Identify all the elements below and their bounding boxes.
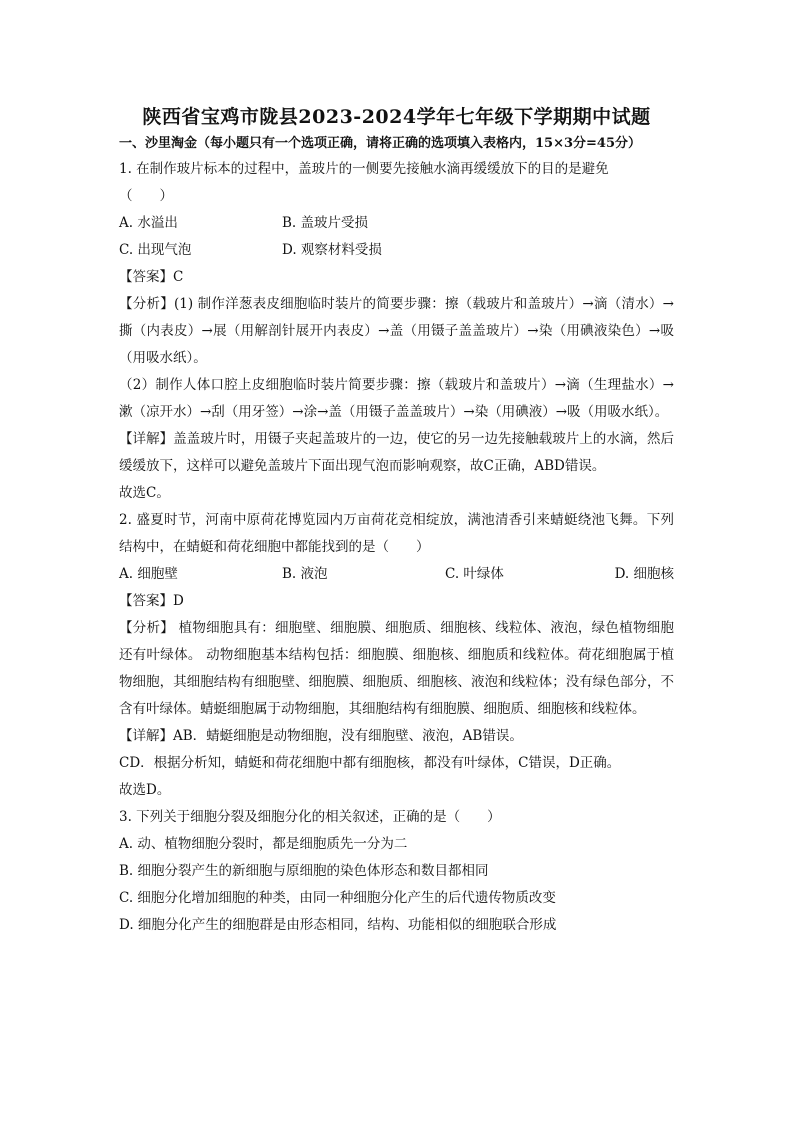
option-d: D. 细胞核 <box>614 566 674 582</box>
section-heading: 一、沙里淘金（每小题只有一个选项正确，请将正确的选项填入表格内，15×3分=45分） <box>119 136 642 151</box>
question-3 <box>119 804 674 939</box>
analysis-paragraph: 【分析】 植物细胞具有：细胞壁、细胞膜、细胞质、细胞核、线粒体、液泡，绿色植物细胞还有叶绿体。 动物细胞基本结构包括：细胞膜、细胞核、细胞质和线粒体。荷花细胞属于植物细胞，其细胞结构有细胞壁、细胞膜、细胞质、细胞核、液泡和线粒体；没有绿色部分，不含有叶绿体。蜻蜓细胞属于动物细胞，其细胞结构有细胞膜、细胞质、细胞核和线粒体。 <box>119 620 674 717</box>
options-row <box>119 237 674 264</box>
option-c: C. 叶绿体 <box>445 566 504 582</box>
option-b: B. 盖玻片受损 <box>282 215 369 231</box>
option-d: D. 观察材料受损 <box>282 242 382 258</box>
option-b: B. 细胞分裂产生的新细胞与原细胞的染色体形态和数目都相同 <box>119 863 489 879</box>
answer-line: 【答案】D <box>119 593 184 609</box>
option-a: A. 水溢出 <box>119 215 178 231</box>
question-stem: 2. 盛夏时节，河南中原荷花博览园内万亩荷花竞相绽放，满池清香引来蜻蜓绕池飞舞。下列结构中，在蜻蜓和荷花细胞中都能找到的是（ ） <box>119 512 674 555</box>
option-a: A. 动、植物细胞分裂时，都是细胞质先一分为二 <box>119 836 408 852</box>
option-c: C. 出现气泡 <box>119 242 192 258</box>
option-c: C. 细胞分化增加细胞的种类，由同一种细胞分化产生的后代遗传物质改变 <box>119 890 556 906</box>
option-b: B. 液泡 <box>282 566 328 582</box>
options-row <box>119 561 674 588</box>
detail-paragraph: 【详解】AB．蜻蜓细胞是动物细胞，没有细胞壁、液泡，AB错误。 <box>119 728 523 744</box>
detail-paragraph: CD．根据分析知，蜻蜓和荷花细胞中都有细胞核，都没有叶绿体，C错误，D正确。 <box>119 755 621 771</box>
question-stem: 1. 在制作玻片标本的过程中，盖玻片的一侧要先接触水滴再缓缓放下的目的是避免 <box>119 161 609 177</box>
options-row <box>119 210 674 237</box>
option-a: A. 细胞壁 <box>119 566 178 582</box>
detail-paragraph: 【详解】盖盖玻片时，用镊子夹起盖玻片的一边，使它的另一边先接触载玻片上的水滴，然后缓缓放下，这样可以避免盖玻片下面出现气泡而影响观察，故C正确，ABD错误。 <box>119 431 674 474</box>
answer-blank: （ ） <box>119 188 173 204</box>
question-stem: 3. 下列关于细胞分裂及细胞分化的相关叙述，正确的是（ ） <box>119 809 501 825</box>
analysis-paragraph: 【分析】(1) 制作洋葱表皮细胞临时装片的简要步骤：擦（载玻片和盖玻片）→滴（清水）→撕（内表皮）→展（用解剖针展开内表皮）→盖（用镊子盖盖玻片）→染（用碘液染色）→吸（用吸水纸）。 <box>119 296 674 366</box>
answer-line: 【答案】C <box>119 269 184 285</box>
conclusion-line: 故选C。 <box>119 485 170 501</box>
question-2 <box>119 507 674 804</box>
document-title: 陕西省宝鸡市陇县2023-2024学年七年级下学期期中试题 <box>142 106 651 128</box>
question-1 <box>119 156 674 507</box>
conclusion-line: 故选D。 <box>119 782 171 798</box>
option-d: D. 细胞分化产生的细胞群是由形态相同，结构、功能相似的细胞联合形成 <box>119 917 557 933</box>
analysis-paragraph: （2）制作人体口腔上皮细胞临时装片简要步骤：擦（载玻片和盖玻片）→滴（生理盐水）→漱（凉开水）→刮（用牙签）→涂→盖（用镊子盖盖玻片）→染（用碘液）→吸（用吸水纸）。 <box>119 377 674 420</box>
